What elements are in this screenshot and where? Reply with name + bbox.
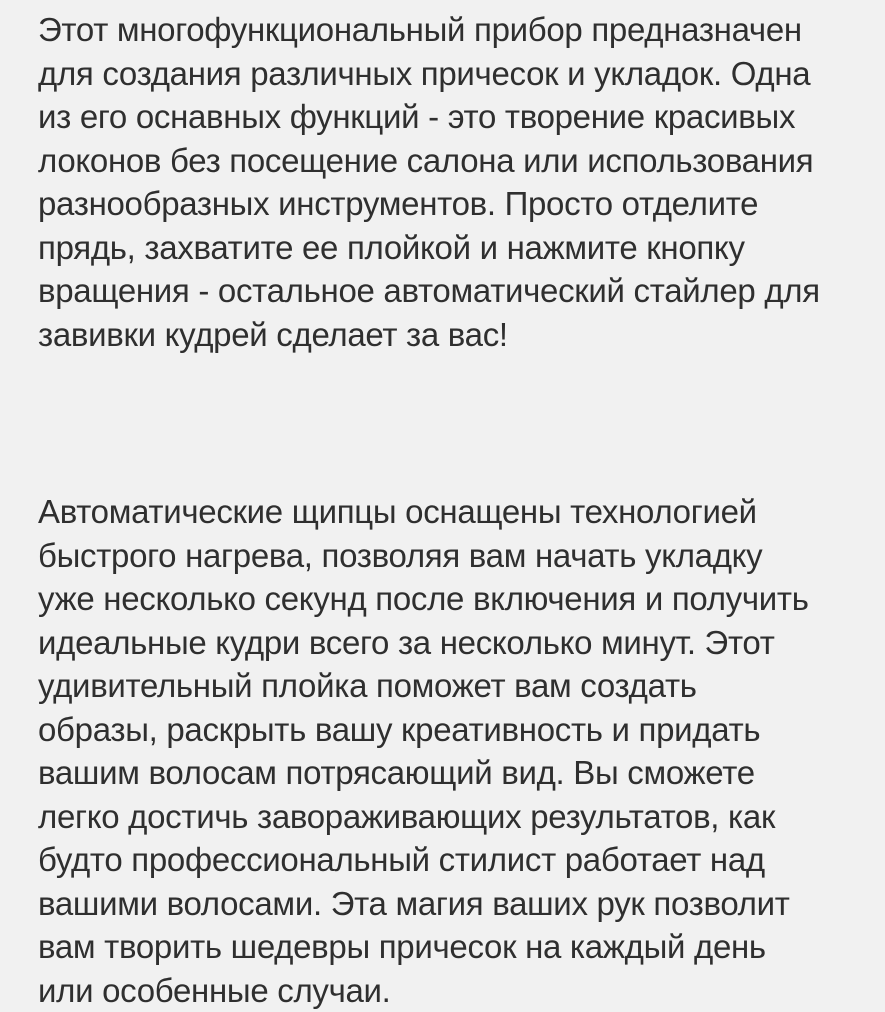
text-line: прядь, захватите ее плойкой и нажмите кнопку	[38, 226, 858, 270]
paragraph-features	[38, 490, 858, 1012]
text-line: разнообразных инструментов. Просто отделите	[38, 182, 858, 226]
paragraph-intro	[38, 8, 858, 356]
text-line: локонов без посещение салона или использования	[38, 139, 858, 183]
text-line: образы, раскрыть вашу креативность и придать	[38, 708, 858, 752]
text-line: Автоматические щипцы оснащены технологией	[38, 490, 858, 534]
text-line: вашими волосами. Эта магия ваших рук позволит	[38, 882, 858, 926]
text-line: вашим волосам потрясающий вид. Вы сможете	[38, 751, 858, 795]
text-line: легко достичь завораживающих результатов, как	[38, 795, 858, 839]
text-line: быстрого нагрева, позволяя вам начать укладку	[38, 534, 858, 578]
text-line: завивки кудрей сделает за вас!	[38, 313, 858, 357]
text-line: уже несколько секунд после включения и получить	[38, 577, 858, 621]
article-body	[38, 8, 858, 1012]
text-line: вам творить шедевры причесок на каждый день	[38, 925, 858, 969]
text-line: будто профессиональный стилист работает над	[38, 838, 858, 882]
text-line: Этот многофункциональный прибор предназначен	[38, 8, 858, 52]
text-line: вращения - остальное автоматический стайлер для	[38, 269, 858, 313]
text-line: для создания различных причесок и укладок. Одна	[38, 52, 858, 96]
text-line: из его оснавных функций - это творение красивых	[38, 95, 858, 139]
text-line: или особенные случаи.	[38, 969, 858, 1012]
text-line: идеальные кудри всего за несколько минут. Этот	[38, 621, 858, 665]
text-line: удивительный плойка поможет вам создать	[38, 664, 858, 708]
